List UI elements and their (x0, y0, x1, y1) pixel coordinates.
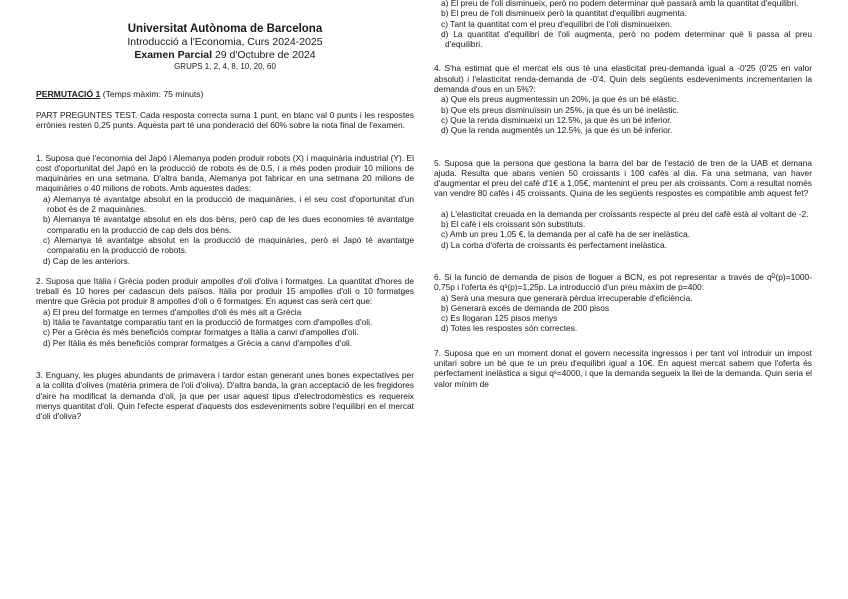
option-c: c) Amb un preu 1,05 €, la demanda per al cafè ha de ser inelàstica. (441, 229, 691, 240)
exam-date: 29 d'Octubre de 2024 (214, 49, 316, 61)
option-c: c) Alemanya té avantatge absolut en la producció de maquinàries, però el Japó té avantatge comparatiu en la producció de robots. (43, 234, 414, 256)
question-stem: 4. S'ha estimat que el mercat els ous té una elasticitat preu-demanda igual a -0'25 (0'25 en valor absolut) i l'elasticitat renda-demanda de -0'4. Quin dels següents esdeveniments incrementarien la demanda d'ous en un 5%?: (434, 63, 812, 95)
option-d: d) Per Itàlia és més beneficiós comprar formatges a Grècia a canvi d'ampolles d'oli. (43, 337, 353, 348)
university-name: Universitat Autònoma de Barcelona (127, 23, 323, 35)
option-b: b) Itàlia te l'avantatge comparatiu tant en la producció de formatges com d'ampolles d'oli. (43, 317, 373, 328)
question-2 (36, 276, 414, 348)
question-stem: 3. Enguany, les pluges abundants de primavera i tardor estan generant unes bones expectatives per a la collita d'olives (matèria primera de l'oli d'oliva). D'altra banda, la gran acceptació de les fregidores d'aire ha modificat la demanda d'oli, ja que per usar aquest tipus d'electrodomèstics es requereix menys quantitat d'oli. Quin l'efecte esperat d'aquests dos esdeveniments sobre l'equilibri en el mercat d'oli d'oliva? (36, 369, 414, 422)
question-4 (434, 63, 812, 135)
option-c: c) Per a Grècia és més beneficiós comprar formatges a Itàlia a canvi d'ampolles d'oli. (43, 327, 359, 338)
option-b: b) Alemanya té avantatge absolut en els dos béns, però cap de les dues economies té avantatge comparatiu en la producció de cap dels dos béns. (43, 214, 414, 235)
exam-line (36, 49, 414, 62)
option-c: c) Que la renda disminueixi un 12.5%, ja que és un bé inferior. (441, 114, 672, 125)
exam-header (36, 22, 414, 72)
option-d: d) La quantitat d'equilibri de l'oli augmenta, però no podem determinar què li passa al preu d'equilibri. (441, 28, 812, 50)
course-name: Introducció a l'Economia, Curs 2024-2025 (127, 36, 323, 48)
question-7 (434, 348, 812, 389)
option-c: c) Tant la quantitat com el preu d'equilibri de l'oli disminueixen. (441, 18, 673, 29)
right-column (434, 0, 812, 389)
option-b: b) Generarà excés de demanda de 200 pisos (441, 302, 610, 313)
exam-type: Examen Parcial (134, 49, 213, 61)
option-a: a) Alemanya té avantatge absolut en la producció de maquinàries, i el seu cost d'oportunitat d'un robot és de 2 maquinàries. (43, 193, 414, 215)
question-6 (434, 272, 812, 334)
left-column (36, 0, 414, 421)
question-stem: 6. Si la funció de demanda de pisos de lloguer a BCN, es pot representar a través de qᴰ(p)=1000-0,75p i l'oferta és qˢ(p)=1,25p. La introducció d'un preu màxim de p=400: (434, 271, 812, 293)
question-3-options (434, 0, 812, 49)
option-b: b) Que els preus disminuïssin un 25%, ja que és un bé inelàstic. (441, 104, 679, 115)
exam-groups: GRUPS 1, 2, 4, 8, 10, 20, 60 (174, 62, 276, 71)
option-a: a) El preu de l'oli disminueix, però no podem determinar què passarà amb la quantitat d'equilibri. (441, 0, 799, 8)
question-stem: 5. Suposa que la persona que gestiona la barra del bar de l'estació de tren de la UAB et demana ajuda. Resulta que abans venien 50 croissants i 100 cafès al dia. Fa una setmana, van haver d'augmentar el preu del cafè d'1€ a 1,05€, mantenint el preu per als croissants. Com a resultat només van vendre 80 cafès i 45 croissants. Quina de les següents respostes es compatible amb aquest fet? (434, 157, 812, 199)
option-a: a) El preu del formatge en termes d'ampolles d'oli és més alt a Grècia (43, 306, 302, 317)
question-stem: 7. Suposa que en un moment donat el govern necessita ingressos i per tant vol introduir un impost unitari sobre un bé que te un preu d'equilibri igual a 10€. En aquest mercat sabem que l'oferta és perfectament inelàstica a sigui qˢ=4000, i que la demanda segueix la llei de la demanda. Quin seria el valor mínim de (434, 347, 812, 389)
permutation-title: PERMUTACIÓ 1 (36, 89, 101, 99)
option-d: d) La corba d'oferta de croissants és perfectament inelàstica. (441, 239, 667, 250)
option-a: a) L'elasticitat creuada en la demanda per croissants respecte al preu del cafè està al voltant de -2. (441, 208, 809, 219)
option-a: a) Que els preus augmentessin un 20%, ja que és un bé elàstic. (441, 94, 679, 105)
option-a: a) Serà una mesura que generarà pèrdua irrecuperable d'eficiència. (441, 292, 693, 303)
question-stem: 1. Suposa que l'economia del Japó i Alemanya poden produir robots (X) i maquinària industrial (Y). El cost d'oportunitat del Japó en la producció de robots és de 0.5, i a més poden produir 10 milions de maquinàries en una setmana. D'altra banda, Alemanya pot fabricar en una setmana 20 milions de maquinàries o 40 milions de robots. Amb aquestes dades: (36, 152, 414, 194)
option-c: c) Es llogaran 125 pisos menys (441, 313, 558, 324)
question-stem: 2. Suposa que Itàlia i Grècia poden produir ampolles d'oli d'oliva i formatges. La quantitat d'hores de treball és 10 hores per cadascun dels països. Itàlia por produir 15 ampolles d'oli o 10 formatges mentre que Grècia pot produir 8 ampolles d'oli o 6 formatges. En aquest cas serà cert que: (36, 275, 414, 307)
instructions: PART PREGUNTES TEST. Cada resposta correcta suma 1 punt, en blanc val 0 punts i les respostes errònies resten 0,25 punts. Aquesta part té una ponderació del 60% sobre la nota final de l'examen. (36, 110, 414, 131)
question-3 (36, 370, 414, 421)
question-1 (36, 153, 414, 266)
option-d: d) Que la renda augmentés un 12.5%, ja que és un bé inferior. (441, 125, 673, 136)
permutation-time: (Temps màxim: 75 minuts) (102, 89, 204, 99)
question-5 (434, 158, 812, 250)
permutation-line (36, 89, 414, 100)
option-d: d) Totes les respostes són correctes. (441, 323, 578, 334)
option-b: b) El cafè i els croissant són substituts. (441, 219, 586, 230)
option-b: b) El preu de l'oli disminueix però la quantitat d'equilibri augmenta. (441, 8, 687, 19)
option-d: d) Cap de les anteriors. (43, 255, 131, 266)
